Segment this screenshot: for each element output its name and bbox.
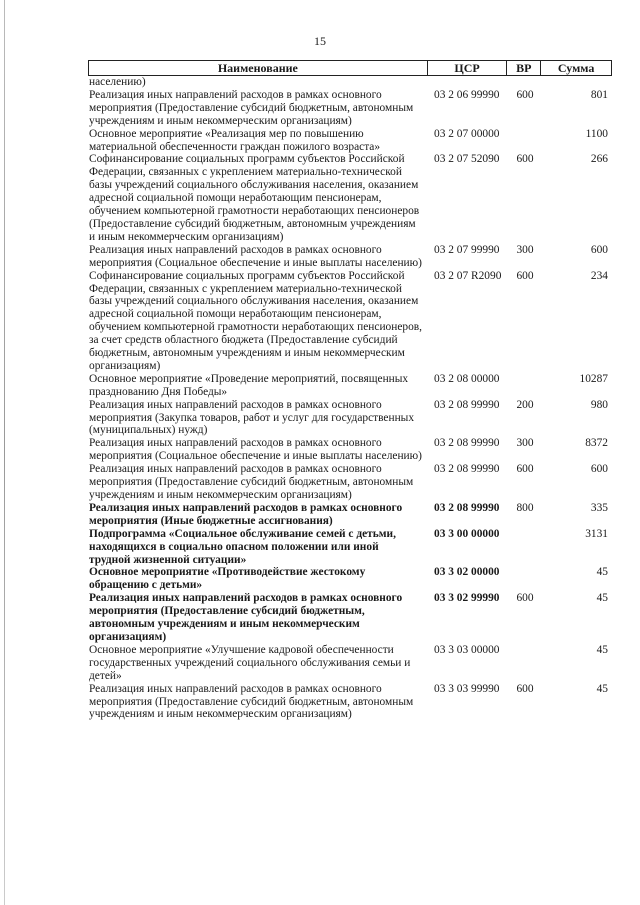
- row-name: Основное мероприятие «Улучшение кадровой обеспеченности государственных учреждений социального обслуживания семьи и детей»: [89, 643, 411, 682]
- row-name: Реализация иных направлений расходов в рамках основного мероприятия (Социальное обеспечение и иные выплаты населению): [89, 437, 422, 463]
- row-sum: 266: [590, 153, 608, 166]
- page-number: 15: [314, 34, 326, 48]
- row-name: Реализация иных направлений расходов в рамках основного мероприятия (Социальное обеспечение и иные выплаты населению): [89, 243, 422, 269]
- row-name: Софинансирование социальных программ субъектов Российской Федерации, связанных с укреплением материально-технической базы учреждений социального обслуживания населения, оказанием адресной социальной помощи неработающим пенсионерам, обучением компьютерной грамотности неработающих пенсионеров (Предоставление субсидий бюджетным, автономным учреждениям и иным некоммерческим организациям): [89, 153, 420, 243]
- table-header: [88, 60, 612, 76]
- row-vr: [508, 566, 542, 592]
- row-csr: 03 2 06 99990: [434, 88, 500, 101]
- row-name: Основное мероприятие «Реализация мер по повышению материальной обеспеченности граждан пожилого возраста»: [89, 127, 381, 153]
- table-row: [88, 463, 612, 502]
- table-row: [88, 437, 612, 463]
- row-csr: 03 2 08 99990: [434, 463, 500, 476]
- row-csr: 03 3 03 99990: [434, 682, 500, 695]
- budget-table: [88, 60, 612, 721]
- row-name: Подпрограмма «Социальное обслуживание семей с детьми, находящихся в социально опасном положении или иной трудной жизненной ситуации»: [89, 527, 396, 566]
- row-sum: 600: [590, 463, 608, 476]
- row-vr: 200: [516, 398, 534, 411]
- table-row: [88, 644, 612, 683]
- row-csr: 03 2 07 00000: [434, 127, 500, 140]
- row-name: Реализация иных направлений расходов в рамках основного мероприятия (Предоставление субсидий бюджетным, автономным учреждениям и иным некоммерческим организациям): [89, 88, 414, 127]
- row-vr: 600: [516, 88, 534, 101]
- row-name: Реализация иных направлений расходов в рамках основного мероприятия (Иные бюджетные ассигнования): [89, 501, 403, 527]
- header-sum: Сумма: [557, 61, 595, 75]
- row-csr: 03 3 00 00000: [434, 527, 500, 540]
- row-vr: 600: [516, 463, 534, 476]
- row-vr: 600: [516, 269, 534, 282]
- table-row: [88, 683, 612, 722]
- row-vr: 600: [516, 682, 534, 695]
- row-sum: 801: [590, 88, 608, 101]
- table-row: [88, 502, 612, 528]
- row-csr: 03 2 08 99990: [434, 501, 500, 514]
- row-name: Реализация иных направлений расходов в рамках основного мероприятия (Предоставление субсидий бюджетным, автономным учреждениям и иным некоммерческим организациям): [89, 592, 403, 643]
- table-row: [88, 128, 612, 154]
- row-vr: [508, 373, 542, 399]
- row-sum: 335: [590, 501, 608, 514]
- table-row: [88, 76, 612, 89]
- row-sum: 980: [590, 398, 608, 411]
- row-vr: 600: [516, 592, 534, 605]
- row-sum: 1100: [585, 127, 608, 140]
- row-sum: 8372: [585, 437, 608, 450]
- table-row: [88, 399, 612, 438]
- row-sum: 600: [590, 243, 608, 256]
- table-row: [88, 89, 612, 128]
- row-vr: 300: [516, 243, 534, 256]
- row-name: Реализация иных направлений расходов в рамках основного мероприятия (Предоставление субсидий бюджетным, автономным учреждениям и иным некоммерческим организациям): [89, 463, 414, 501]
- row-sum: 45: [596, 682, 608, 695]
- row-csr: 03 2 08 00000: [434, 372, 500, 385]
- row-csr: 03 2 07 52090: [434, 153, 500, 166]
- table-body: [88, 76, 612, 721]
- row-sum: [542, 76, 612, 89]
- row-csr: [428, 76, 508, 89]
- row-vr: [508, 644, 542, 683]
- row-csr: 03 2 07 R2090: [434, 269, 502, 282]
- row-name: Реализация иных направлений расходов в рамках основного мероприятия (Закупка товаров, работ и услуг для государственных (муниципальных) нужд): [89, 398, 415, 437]
- row-csr: 03 3 02 99990: [434, 592, 500, 605]
- row-vr: 300: [516, 437, 534, 450]
- row-vr: [508, 128, 542, 154]
- row-vr: [508, 76, 542, 89]
- table-row: [88, 244, 612, 270]
- table-row: [88, 566, 612, 592]
- header-name: Наименование: [89, 61, 428, 75]
- row-csr: 03 2 07 99990: [434, 243, 500, 256]
- row-vr: 600: [516, 153, 534, 166]
- row-vr: [508, 528, 542, 567]
- row-name: Реализация иных направлений расходов в рамках основного мероприятия (Предоставление субсидий бюджетным, автономным учреждениям и иным некоммерческим организациям): [89, 682, 414, 721]
- table-row: [88, 373, 612, 399]
- row-sum: 10287: [579, 372, 608, 385]
- row-csr: 03 2 08 99990: [434, 398, 500, 411]
- header-vr: ВР: [507, 61, 541, 75]
- row-sum: 45: [596, 566, 608, 579]
- table-row: [88, 528, 612, 567]
- table-row: [88, 270, 612, 373]
- row-csr: 03 3 02 00000: [434, 566, 500, 579]
- scan-edge: [4, 0, 5, 905]
- row-sum: 45: [596, 592, 608, 605]
- row-csr: 03 2 08 99990: [434, 437, 500, 450]
- table-row: [88, 592, 612, 644]
- table-row: [88, 153, 612, 243]
- row-name: Основное мероприятие «Противодействие жестокому обращению с детьми»: [89, 566, 366, 592]
- row-name: Основное мероприятие «Проведение мероприятий, посвященных празднованию Дня Победы»: [89, 372, 409, 398]
- row-name: Софинансирование социальных программ субъектов Российской Федерации, связанных с укреплением материально-технической базы учреждений социального обслуживания населения, оказанием адресной социальной помощи неработающим пенсионерам, обучением компьютерной грамотности неработающих пенсионеров, за счет средств областного бюджета (Предоставление субсидий бюджетным, автономным учреждениям и иным некоммерческим организациям): [89, 269, 422, 372]
- row-sum: 234: [590, 269, 608, 282]
- row-sum: 3131: [585, 527, 608, 540]
- row-name: населению): [89, 76, 146, 88]
- row-csr: 03 3 03 00000: [434, 643, 500, 656]
- header-csr: ЦСР: [428, 61, 508, 75]
- row-sum: 45: [596, 643, 608, 656]
- row-vr: 800: [516, 501, 534, 514]
